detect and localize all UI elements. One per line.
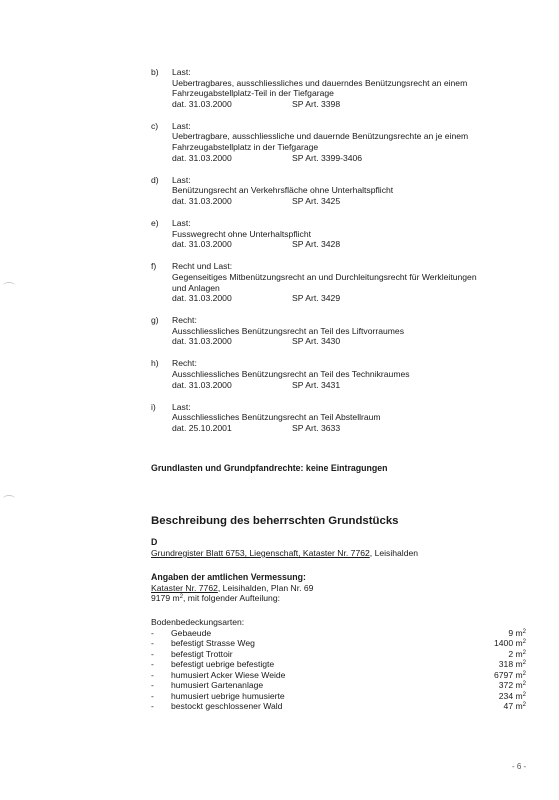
- register-link[interactable]: Grundregister Blatt 6753, Liegenschaft, Kataster Nr. 7762: [151, 548, 370, 558]
- section-letter: D: [151, 537, 158, 547]
- entry-text-line: Benützungsrecht an Verkehrsfläche ohne Unterhaltspflicht: [172, 185, 394, 196]
- bullet-dash: -: [151, 701, 154, 712]
- entry-text-line: Fusswegrecht ohne Unterhaltspflicht: [172, 228, 312, 239]
- entry-date: dat. 31.03.2000: [172, 293, 232, 304]
- easement-entry-c: [151, 121, 531, 163]
- bullet-dash: -: [151, 680, 154, 691]
- entry-text-line: Fahrzeugabstellplatz in der Tiefgarage: [172, 142, 319, 153]
- easement-entry-e: [151, 218, 531, 250]
- entry-text-line: Fahrzeugabstellplatz-Teil in der Tiefgarage: [172, 88, 334, 99]
- bullet-dash: -: [151, 627, 154, 638]
- survey-heading: Angaben der amtlichen Vermessung:: [151, 572, 306, 582]
- entry-reference: SP Art. 3399-3406: [292, 152, 363, 163]
- entry-reference: SP Art. 3430: [292, 336, 341, 347]
- land-cover-row: [151, 680, 526, 691]
- area-suffix: , mit folgender Aufteilung:: [183, 593, 280, 604]
- entry-date: dat. 31.03.2000: [172, 239, 232, 250]
- entry-type: Last:: [172, 401, 191, 412]
- land-cover-name: humusiert Gartenanlage: [171, 680, 264, 691]
- easement-entry-g: [151, 315, 531, 347]
- land-cover-row: [151, 659, 526, 670]
- entry-text-line: und Anlagen: [172, 282, 220, 293]
- land-cover-row: [151, 670, 526, 681]
- entry-reference: SP Art. 3633: [292, 422, 341, 433]
- area-exponent: 2: [522, 639, 526, 646]
- entry-date-line: [172, 423, 531, 434]
- grundlasten-statement: Grundlasten und Grundpfandrechte: keine Eintragungen: [151, 463, 388, 473]
- land-cover-row: [151, 628, 526, 639]
- bullet-dash: -: [151, 638, 154, 649]
- entry-date: dat. 31.03.2000: [172, 379, 232, 390]
- entry-date-line: [172, 153, 531, 164]
- area-exponent: 2: [522, 702, 526, 709]
- entry-reference: SP Art. 3425: [292, 195, 341, 206]
- land-cover-name: befestigt uebrige befestigte: [171, 659, 275, 670]
- land-cover-rows: [151, 628, 526, 712]
- land-cover-area: [499, 691, 526, 702]
- land-cover-area: [508, 628, 526, 639]
- land-cover-row: [151, 691, 526, 702]
- entry-letter: c): [151, 120, 159, 131]
- entry-type: Recht:: [172, 358, 197, 369]
- land-cover-area: [508, 649, 526, 660]
- area-line: [151, 593, 313, 604]
- entry-type: Recht:: [172, 315, 197, 326]
- entry-type: Last:: [172, 120, 191, 131]
- area-exponent: 2: [522, 670, 526, 677]
- land-cover-area: [499, 659, 526, 670]
- entry-text-line: Ausschliessliches Benützungsrecht an Teil Abstellraum: [172, 412, 381, 423]
- entry-type: Last:: [172, 218, 191, 229]
- area-exponent: 2: [522, 681, 526, 688]
- area-number: 2 m: [508, 648, 523, 659]
- area-number: 234 m: [498, 690, 523, 701]
- kataster-suffix: , Leisihalden, Plan Nr. 69: [217, 582, 314, 593]
- entry-text-line: Uebertragbare, ausschliessliche und dauernde Benützungsrechte an je einem: [172, 131, 469, 142]
- entry-date-line: [172, 380, 531, 391]
- easement-entry-i: [151, 402, 531, 434]
- entry-date: dat. 31.03.2000: [172, 336, 232, 347]
- margin-mark: [3, 495, 15, 502]
- bullet-dash: -: [151, 669, 154, 680]
- bullet-dash: -: [151, 659, 154, 670]
- survey-block: [151, 572, 313, 604]
- margin-mark: [3, 282, 15, 289]
- page-number: - 6 -: [512, 762, 527, 771]
- area-number: 372 m: [498, 680, 523, 691]
- easement-list: [151, 67, 531, 445]
- entry-text-line: Ausschliessliches Benützungsrecht an Teil des Liftvorraumes: [172, 325, 404, 336]
- land-cover-area: [504, 701, 526, 712]
- entry-type: Last:: [172, 174, 191, 185]
- area-number: 6797 m: [493, 669, 523, 680]
- easement-entry-d: [151, 175, 531, 207]
- area-exponent: 2: [522, 649, 526, 656]
- land-cover-area: [494, 638, 526, 649]
- register-line: [151, 548, 418, 559]
- bullet-dash: -: [151, 690, 154, 701]
- area-number: 1400 m: [493, 638, 523, 649]
- entry-type: Last:: [172, 67, 191, 77]
- entry-letter: d): [151, 174, 159, 185]
- land-cover-name: befestigt Strasse Weg: [171, 638, 255, 649]
- entry-date: dat. 25.10.2001: [172, 422, 232, 433]
- area-exponent: 2: [522, 660, 526, 667]
- entry-letter: b): [151, 67, 159, 77]
- entry-date-line: [172, 196, 531, 207]
- land-cover-name: befestigt Trottoir: [171, 648, 233, 659]
- area-exponent: 2: [522, 691, 526, 698]
- bullet-dash: -: [151, 648, 154, 659]
- land-cover-row: [151, 638, 526, 649]
- land-cover-area: [494, 670, 526, 681]
- kataster-line: [151, 583, 313, 594]
- entry-text-line: Uebertragbares, ausschliessliches und dauerndes Benützungsrecht an einem: [172, 77, 468, 88]
- land-cover-name: humusiert Acker Wiese Weide: [171, 669, 286, 680]
- entry-text-line: Ausschliessliches Benützungsrecht an Teil des Technikraumes: [172, 369, 410, 380]
- entry-date: dat. 31.03.2000: [172, 152, 232, 163]
- land-cover-name: Gebaeude: [171, 627, 212, 638]
- entry-reference: SP Art. 3431: [292, 379, 341, 390]
- entry-date-line: [172, 336, 531, 347]
- entry-letter: g): [151, 315, 159, 326]
- entry-reference: SP Art. 3398: [292, 98, 341, 109]
- easement-entry-h: [151, 358, 531, 390]
- entry-date: dat. 31.03.2000: [172, 195, 232, 206]
- entry-date-line: [172, 293, 531, 304]
- easement-entry-b: [151, 67, 531, 109]
- land-cover-name: bestockt geschlossener Wald: [171, 701, 283, 712]
- land-cover-row: [151, 701, 526, 712]
- entry-letter: e): [151, 218, 159, 229]
- area-number: 47 m: [503, 701, 523, 712]
- entry-letter: f): [151, 261, 157, 272]
- land-cover-title: Bodenbedeckungsarten:: [151, 617, 245, 627]
- entry-letter: i): [151, 401, 156, 412]
- entry-reference: SP Art. 3429: [292, 293, 341, 304]
- kataster-link[interactable]: Kataster Nr. 7762: [151, 582, 218, 593]
- land-cover-row: [151, 649, 526, 660]
- section-heading: Beschreibung des beherrschten Grundstücks: [151, 515, 399, 527]
- land-cover-name: humusiert uebrige humusierte: [171, 690, 285, 701]
- register-suffix: , Leisihalden: [369, 548, 419, 558]
- entry-reference: SP Art. 3428: [292, 239, 341, 250]
- entry-letter: h): [151, 358, 159, 369]
- area-number: 9 m: [508, 627, 523, 638]
- area-exponent: 2: [179, 594, 184, 601]
- entry-date-line: [172, 99, 531, 110]
- entry-text-line: Gegenseitiges Mitbenützungsrecht an und Durchleitungsrecht für Werkleitungen: [172, 271, 477, 282]
- land-cover-area: [499, 680, 526, 691]
- land-cover-table: [151, 617, 526, 712]
- area-value: 9179 m: [151, 593, 180, 604]
- area-exponent: 2: [522, 628, 526, 635]
- area-number: 318 m: [498, 659, 523, 670]
- entry-date: dat. 31.03.2000: [172, 98, 232, 109]
- easement-entry-f: [151, 261, 531, 303]
- entry-date-line: [172, 239, 531, 250]
- entry-type: Recht und Last:: [172, 261, 233, 272]
